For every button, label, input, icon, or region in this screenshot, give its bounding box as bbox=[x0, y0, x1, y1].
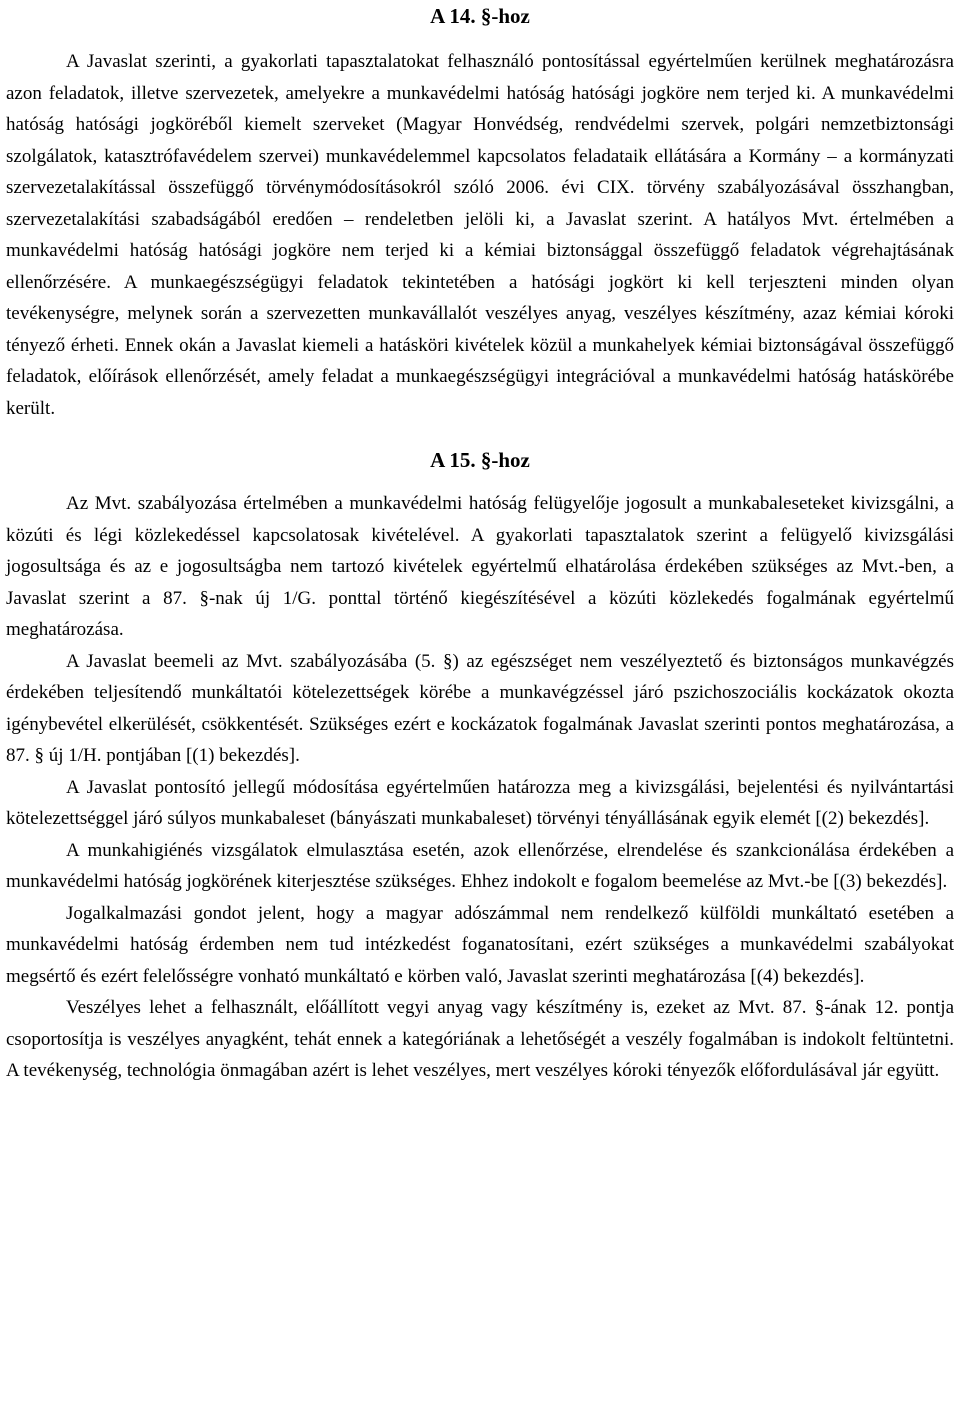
section-15-paragraph-5: Jogalkalmazási gondot jelent, hogy a magyar adószámmal nem rendelkező külföldi munkáltató esetében a munkavédelmi hatóság érdemben nem tud intézkedést foganatosítani, ezért szükséges a munkavédelmi szabályokat megsértő és ezért felelősségre vonható munkáltató e körben való, Javaslat szerinti meghatározása [(4) bekezdés]. bbox=[6, 902, 954, 987]
section-15-paragraph-4: A munkahigiénés vizsgálatok elmulasztása esetén, azok ellenőrzése, elrendelése és szankcionálása érdekében a munkavédelmi hatóság jogkörének kiterjesztése szükséges. Ehhez indokolt e fogalom beemelése az Mvt.-be [(3) bekezdés]. bbox=[6, 839, 954, 892]
section-15-paragraph-1: Az Mvt. szabályozása értelmében a munkavédelmi hatóság felügyelője jogosult a munkabaleseteket kivizsgálni, a közúti és légi közlekedéssel kapcsolatosak kivételével. A gyakorlati tapasztalatok szerint a felügyelő kivizsgálási jogosultsága és az e jogosultságba nem tartozó kivételek egyértelmű elhatárolása érdekében szükséges az Mvt.-ben, a Javaslat szerint a 87. §-nak új 1/G. ponttal történő kiegészítésével a közúti közlekedés fogalmának egyértelmű meghatározása. bbox=[6, 493, 954, 640]
section-14-paragraph: A Javaslat szerinti, a gyakorlati tapasztalatokat felhasználó pontosítással egyértelműen kerülnek meghatározásra azon feladatok, illetve szervezetek, amelyekre a munkavédelmi hatóság hatósági jogköre nem terjed ki. A munkavédelmi hatóság hatósági jogköréből kiemelt szerveket (Magyar Honvédség, rendvédelmi szervek, polgári nemzetbiztonsági szolgálatok, katasztrófavédelem szervei) munkavédelemmel kapcsolatos feladataik ellátására a Kormány – a kormányzati szervezetalakítással összefüggő törvénymódosításokról szóló 2006. évi CIX. törvény szabályozásával összhangban, szervezetalakítási szabadságából eredően – rendeletben jelöli ki, a Javaslat szerint. A hatályos Mvt. értelmében a munkavédelmi hatóság hatósági jogköre nem terjed ki a kémiai biztonsággal összefüggő feladatok végrehajtásának ellenőrzésére. A munkaegészségügyi feladatok tekintetében a hatósági jogkört ki kell terjeszteni minden olyan tevékenységre, melynek során a szervezetten munkavállalót veszélyes anyag, veszélyes készítmény, azaz kémiai kóroki tényező érheti. Ennek okán a Javaslat kiemeli a hatásköri kivételek közül a munkahelyek kémiai biztonságával összefüggő feladatok, előírások ellenőrzését, amely feladat a munkaegészségügyi integrációval a munkavédelmi hatóság hatáskörébe került. bbox=[6, 51, 954, 419]
section-14-heading: A 14. §-hoz bbox=[430, 4, 530, 28]
section-15-paragraph-3: A Javaslat pontosító jellegű módosítása egyértelműen határozza meg a kivizsgálási, bejelentési és nyilvántartási kötelezettséggel járó súlyos munkabaleset (bányászati munkabaleset) törvényi tényállásának egyik elemét [(2) bekezdés]. bbox=[6, 776, 954, 829]
section-15-paragraph-2: A Javaslat beemeli az Mvt. szabályozásába (5. §) az egészséget nem veszélyeztető és biztonságos munkavégzés érdekében teljesítendő munkáltatói kötelezettségek körébe a munkavégzéssel járó pszichoszociális kockázatok okozta igénybevétel elkerülését, csökkentését. Szükséges ezért e kockázatok fogalmának Javaslat szerinti pontos meghatározása, a 87. § új 1/H. pontjában [(1) bekezdés]. bbox=[6, 650, 954, 766]
section-15-paragraph-6: Veszélyes lehet a felhasznált, előállított vegyi anyag vagy készítmény is, ezeket az Mvt. 87. §-ának 12. pontja csoportosítja is veszélyes anyagként, tehát ennek a kategóriának a lehetőségét a veszély fogalmában is indokolt feltüntetni. A tevékenység, technológia önmagában azért is lehet veszélyes, mert veszélyes kóroki tényezők előfordulásával jár együtt. bbox=[6, 997, 954, 1081]
section-15-heading: A 15. §-hoz bbox=[430, 448, 530, 472]
